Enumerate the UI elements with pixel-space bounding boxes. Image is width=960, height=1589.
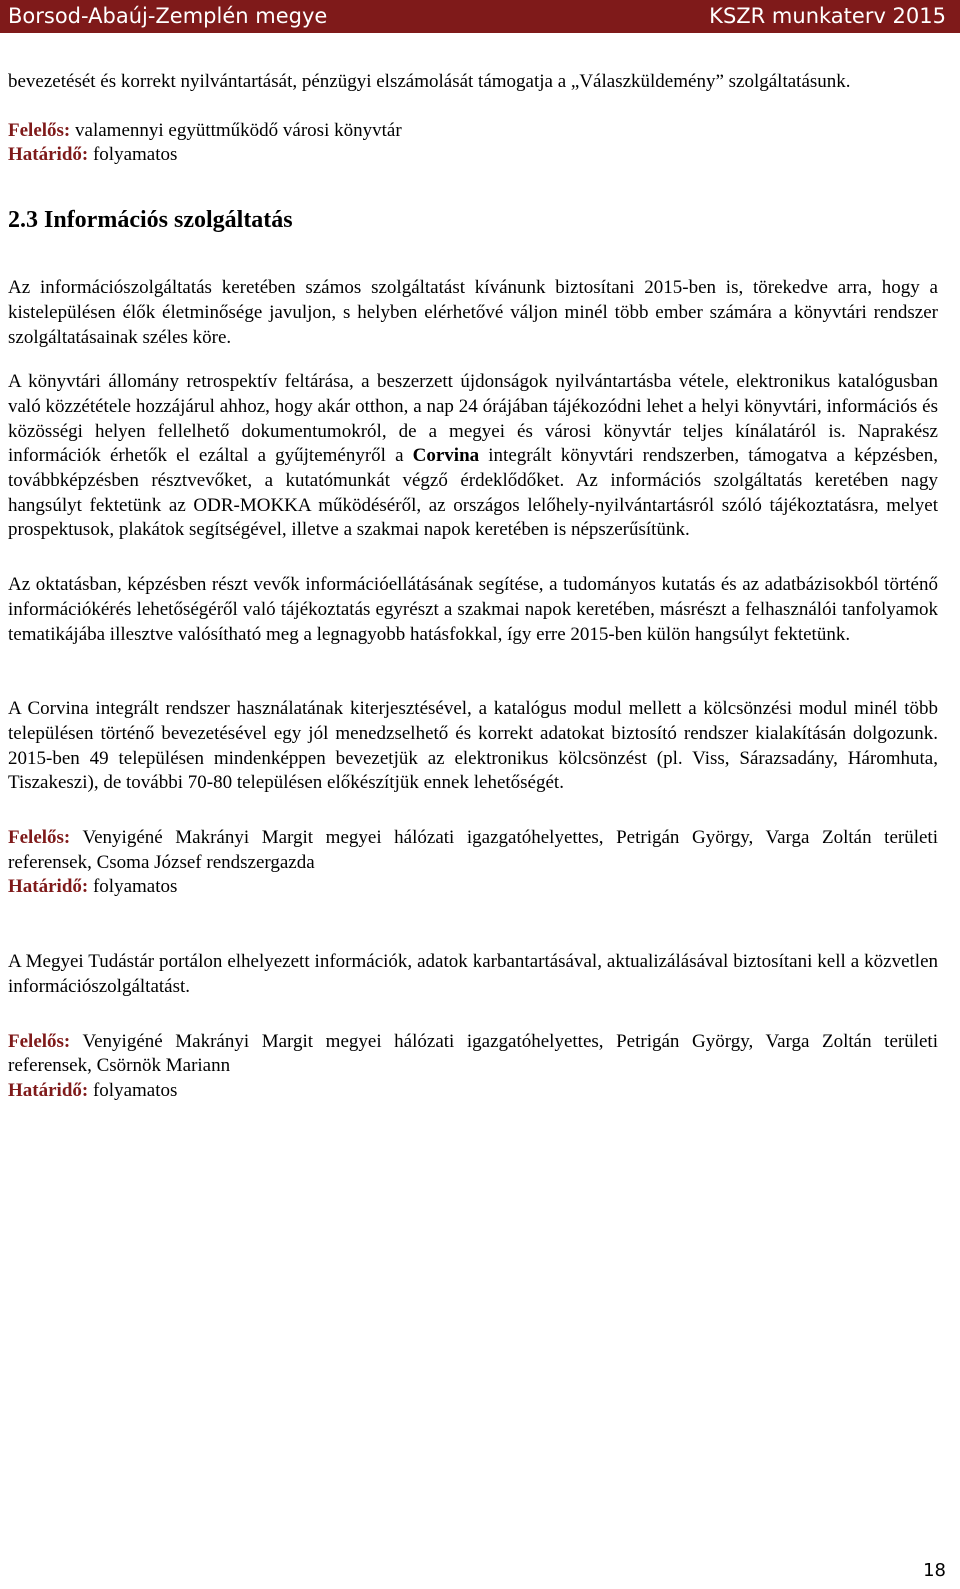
responsible-label: Felelős:	[8, 1030, 71, 1052]
paragraph-corvina-lending: A Corvina integrált rendszer használatának kiterjesztésével, a katalógus modul mellett a kölcsönzési modul minél több településen történő bevezetésével egy jól menedzselhető és korrekt adatokat biztosító rendszer kialakításán dolgozunk. 2015-ben 49 településen mindenképpen bevezetjük az elektronikus kölcsönzést (pl. Viss, Sárazsadány, Háromhuta, Tiszakeszi), de további 70-80 településen előkészítjük ennek lehetőségét.	[8, 698, 938, 794]
header-doc-title: KSZR munkaterv 2015	[709, 4, 946, 28]
deadline-value: folyamatos	[88, 876, 178, 898]
deadline-value: folyamatos	[88, 1079, 178, 1101]
page-number: 18	[923, 1560, 946, 1581]
deadline-line-3	[8, 1079, 938, 1104]
responsible-label: Felelős:	[8, 119, 71, 141]
paragraph-education: Az oktatásban, képzésben részt vevők információellátásának segítése, a tudományos kutatás és az adatbázisokból történő információkérés lehetőségéről való tájékoztatás egyrészt a szakmai napok keretében, másrészt a felhasználói tanfolyamok tematikájába illesztve valósítható meg a legnagyobb hatásfokkal, így erre 2015-ben külön hangsúlyt fektetünk.	[8, 574, 938, 645]
paragraph-catalogue: A könyvtári állomány retrospektív feltárása, a beszerzett újdonságok nyilvántartásba vétele, elektronikus katalógusban való közzététele hozzájárul ahhoz, hogy akár otthon, a nap 24 órájában tájékozódni lehet a helyi könyvtári, információs és közösségi helyen fellelhető dokumentumokról, de a megyei és városi könyvtár teljes kínálatáról is. Naprakész információk érhetők el ezáltal a gyűjteményről a Corvina integrált könyvtári rendszerben, támogatva a képzésben, továbbképzésben résztvevőket, a kutatómunkát végző érdeklődőket. Az információs szolgáltatás keretében nagy hangsúlyt fektetünk az ODR-MOKKA működéséről, az országos lelőhely-nyilvántartásról szóló tájékoztatásra, melyet prospektusok, plakátok segítségével, illetve a szakmai napok keretében is népszerűsítünk.	[8, 371, 938, 541]
page-header	[0, 0, 960, 33]
paragraph-information-service: Az információszolgáltatás keretében számos szolgáltatást kívánunk biztosítani 2015-ben is, törekedve arra, hogy a kistelepülésen élők életminősége javuljon, s helyben elérhetővé váljon minél több ember számára a könyvtári rendszer szolgáltatásainak széles köre.	[8, 277, 938, 348]
responsible-value: Venyigéné Makrányi Margit megyei hálózati igazgatóhelyettes, Petrigán György, Varga Zoltán területi referensek, Csoma József rendszergazda	[8, 827, 938, 873]
responsible-value: Venyigéné Makrányi Margit megyei hálózati igazgatóhelyettes, Petrigán György, Varga Zoltán területi referensek, Csörnök Mariann	[8, 1030, 938, 1077]
deadline-value: folyamatos	[88, 144, 178, 166]
paragraph-intro: bevezetését és korrekt nyilvántartását, pénzügyi elszámolását támogatja a „Válaszküldemény” szolgáltatásunk.	[8, 71, 851, 92]
deadline-line-1	[8, 143, 938, 168]
deadline-label: Határidő:	[8, 144, 89, 166]
responsible-line-1	[8, 119, 938, 144]
paragraph-tudastar: A Megyei Tudástár portálon elhelyezett információk, adatok karbantartásával, aktualizálásával biztosítani kell a közvetlen információszolgáltatást.	[8, 951, 938, 997]
deadline-label: Határidő:	[8, 1079, 89, 1101]
document-body	[8, 70, 938, 1104]
section-heading: 2.3 Információs szolgáltatás	[8, 207, 293, 234]
header-county: Borsod-Abaúj-Zemplén megye	[8, 4, 328, 28]
deadline-line-2	[8, 875, 938, 900]
responsible-line-3	[8, 1030, 938, 1079]
deadline-label: Határidő:	[8, 876, 89, 898]
responsible-label: Felelős:	[8, 827, 71, 849]
responsible-value: valamennyi együttműködő városi könyvtár	[70, 119, 402, 141]
corvina-term: Corvina	[412, 445, 480, 467]
responsible-line-2	[8, 826, 938, 875]
